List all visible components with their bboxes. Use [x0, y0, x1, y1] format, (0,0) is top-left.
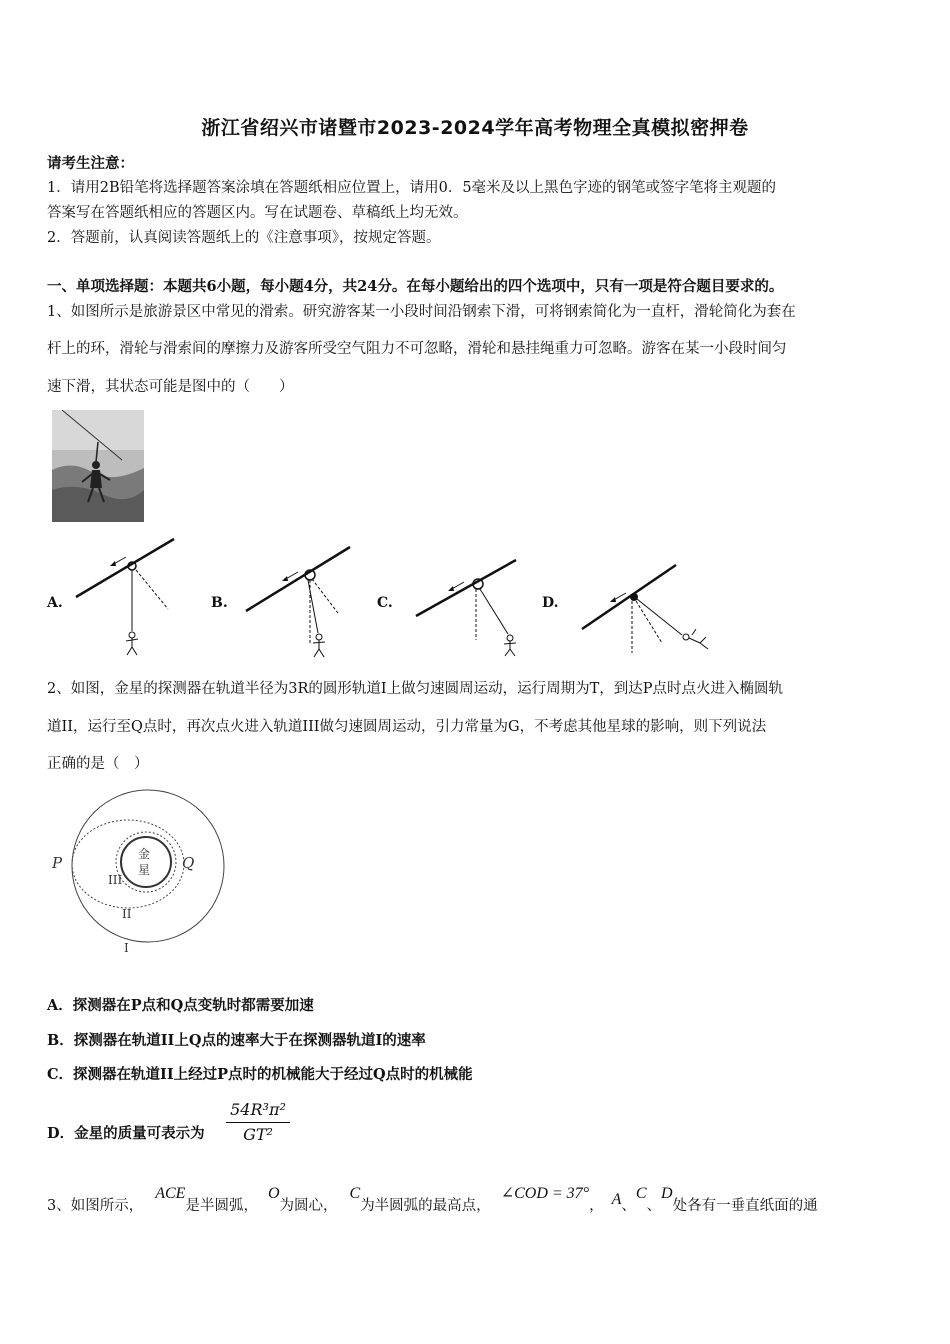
q1-line-1: 1、如图所示是旅游景区中常见的滑索。研究游客某一小段时间沿钢索下滑，可将钢索简化为一直杆，滑轮简化为套在 — [47, 304, 796, 320]
q2-option-b: B．探测器在轨道II上Q点的速率大于在探测器轨道I的速率 — [47, 1032, 426, 1049]
q1-option-d-diagram — [580, 563, 715, 658]
notice-item-1-line-1: 1．请用2B铅笔将选择题答案涂填在答题纸相应位置上，请用0．5毫米及以上黑色字迹的钢笔或签字笔将主观题的 — [47, 180, 777, 196]
q3-text-2: 是半圆弧， — [185, 1198, 258, 1214]
planet-label-top: 金 — [138, 847, 151, 861]
orbit-i-label: I — [124, 941, 129, 955]
notice-item-2: 2．答题前，认真阅读答题纸上的《注意事项》，按规定答题。 — [47, 230, 441, 246]
q3-text-6: 处各有一垂直纸面的通 — [672, 1198, 818, 1214]
q1-option-c-label: C. — [377, 595, 393, 611]
q3-text-4: 为半圆弧的最高点， — [360, 1198, 491, 1214]
q1-option-c-diagram — [414, 558, 524, 658]
q3-point-d: D — [661, 1185, 673, 1202]
page-title: 浙江省绍兴市诸暨市2023-2024学年高考物理全真模拟密押卷 — [201, 117, 749, 139]
section-heading: 一、单项选择题：本题共6小题，每小题4分，共24分。在每小题给出的四个选项中，只有一项是符合题目要求的。 — [47, 278, 784, 295]
q2-orbit-diagram — [46, 786, 246, 961]
q3-center-o: O — [267, 1185, 280, 1202]
point-q-label: Q — [182, 854, 195, 872]
q3-sep-2: 、 — [646, 1198, 662, 1214]
mass-formula-denominator: GT² — [243, 1125, 273, 1144]
q2-option-d: D．金星的质量可表示为 — [47, 1125, 205, 1142]
q3-point-c: C — [349, 1185, 361, 1202]
q3-text-5: ， — [589, 1198, 604, 1214]
fraction-bar — [226, 1122, 290, 1123]
q3-arc-ace: ACE — [155, 1185, 186, 1202]
q2-option-c: C．探测器在轨道II上经过P点时的机械能大于经过Q点时的机械能 — [47, 1066, 473, 1083]
q1-option-a-label: A. — [47, 595, 63, 611]
q2-option-a: A．探测器在P点和Q点变轨时都需要加速 — [47, 997, 314, 1014]
q1-option-b-diagram — [244, 545, 354, 660]
q3-angle-cod: ∠COD = 37° — [500, 1185, 590, 1202]
q3-text-3: 为圆心， — [279, 1198, 338, 1214]
notice-heading: 请考生注意： — [47, 155, 134, 172]
zipline-photo — [52, 410, 144, 522]
point-p-label: P — [52, 854, 63, 872]
orbit-ii-label: II — [122, 907, 132, 921]
q2-line-1: 2、如图，金星的探测器在轨道半径为3R的圆形轨道I上做匀速圆周运动，运行周期为T，到达P点时点火进入椭圆轨 — [47, 681, 784, 697]
q3-line-1 — [47, 1185, 818, 1215]
q1-line-2: 杆上的环，滑轮与滑索间的摩擦力及游客所受空气阻力不可忽略，滑轮和悬挂绳重力可忽略。游客在某一小段时间匀 — [47, 341, 787, 357]
mass-formula-numerator: 54R³π² — [230, 1100, 286, 1119]
orbit-iii-label: III — [108, 873, 123, 887]
q1-line-3: 速下滑，其状态可能是图中的（ ） — [47, 379, 294, 395]
q1-option-b-label: B. — [211, 595, 228, 611]
planet-label-bottom: 星 — [138, 863, 151, 877]
q2-line-2: 道II，运行至Q点时，再次点火进入轨道III做匀速圆周运动，引力常量为G，不考虑其他星球的影响，则下列说法 — [47, 719, 767, 735]
q2-line-3: 正确的是（ ） — [47, 756, 149, 772]
notice-item-1-line-2: 答案写在答题纸相应的答题区内。写在试题卷、草稿纸上均无效。 — [47, 205, 468, 221]
q3-point-c-2: C — [635, 1185, 647, 1202]
q1-option-a-diagram — [74, 535, 184, 657]
q3-text-1: 3、如图所示， — [47, 1198, 144, 1214]
q3-point-a: A — [611, 1191, 622, 1208]
q1-option-d-label: D. — [542, 595, 559, 611]
q3-sep-1: 、 — [621, 1198, 636, 1214]
